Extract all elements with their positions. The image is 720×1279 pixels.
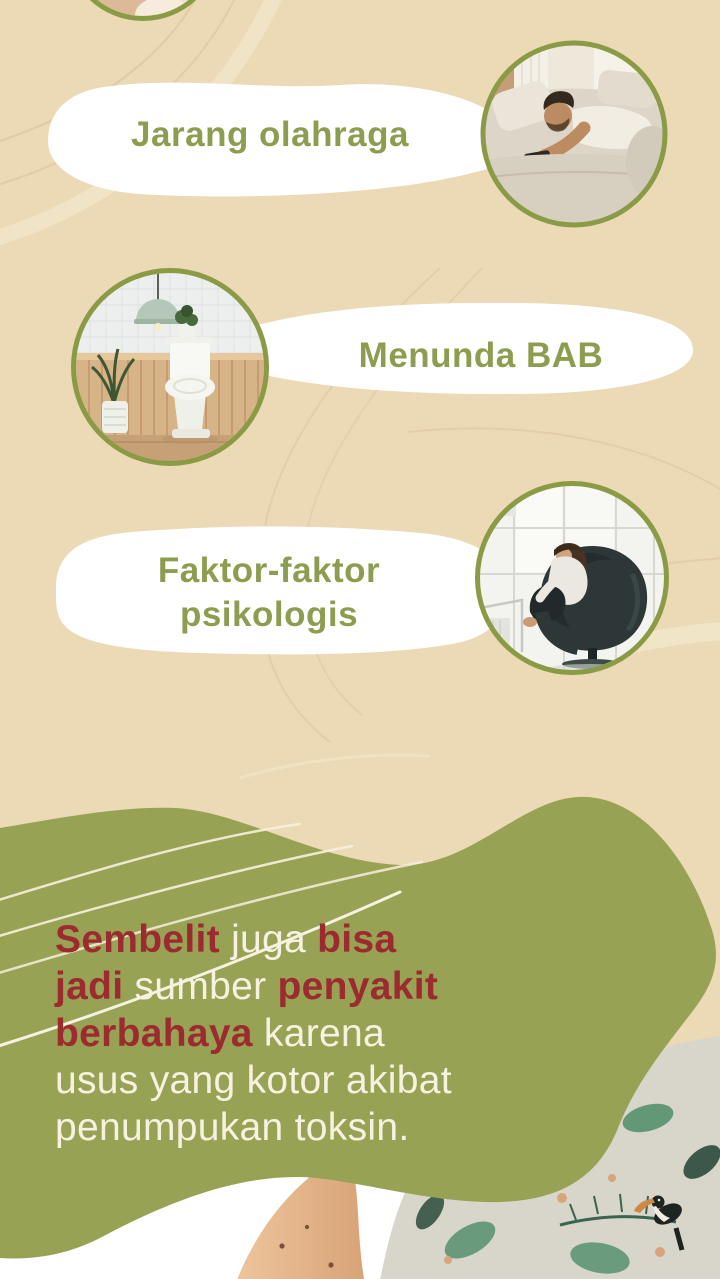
factor-label-faktor-psikologis: Faktor-faktor psikologis xyxy=(157,551,381,634)
photo-woman-in-chair xyxy=(478,484,667,673)
message-text: usus yang kotor akibat xyxy=(55,1059,452,1102)
message-emphasis-text: penyakit xyxy=(277,965,439,1008)
message-emphasis-text: Sembelit xyxy=(55,918,220,961)
message-emphasis-text: jadi xyxy=(55,965,124,1008)
message-emphasis-text: bisa xyxy=(317,918,397,961)
message-text: penumpukan toksin. xyxy=(55,1106,410,1149)
message-text: sumber xyxy=(123,965,278,1008)
photo-bathroom-toilet xyxy=(74,271,267,464)
message-emphasis-text: berbahaya xyxy=(55,1012,253,1055)
message-text: karena xyxy=(252,1012,385,1055)
message-text: juga xyxy=(219,918,318,961)
warning-message xyxy=(55,916,685,1151)
factor-label-jarang-olahraga: Jarang olahraga xyxy=(131,115,409,154)
factor-label-menunda-bab: Menunda BAB xyxy=(358,336,604,375)
